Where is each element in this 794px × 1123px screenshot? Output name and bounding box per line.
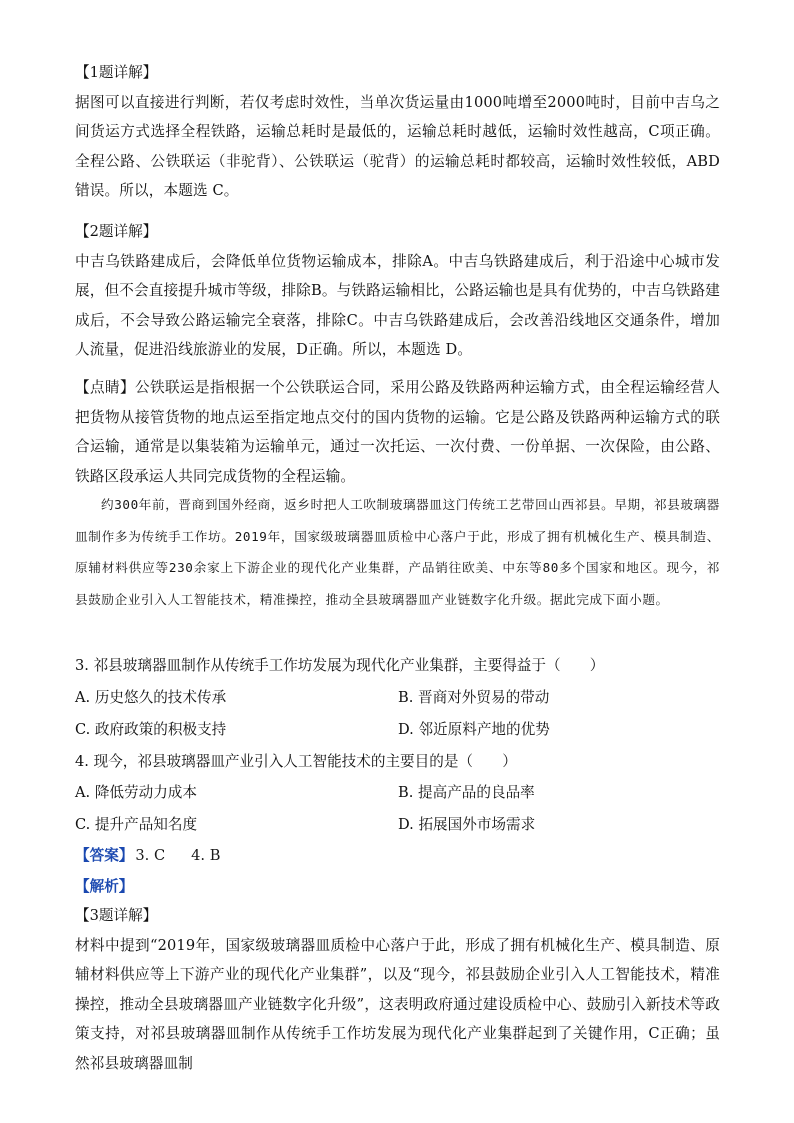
section-q2-explanation [75,217,720,365]
question-4-stem: 4. 现今，祁县玻璃器皿产业引入人工智能技术的主要目的是（ ） [75,753,517,770]
answer-q3: 3. C [135,847,166,864]
q2-heading: 【2题详解】 [75,223,158,240]
answer-tag: 【答案】 [75,847,134,864]
answer-line [75,844,220,865]
q4-option-b: B. 提高产品的良品率 [398,784,535,801]
analysis-tag: 【解析】 [75,878,134,895]
q3-option-a: A. 历史悠久的技术传承 [75,689,227,706]
answer-q4: 4. B [191,847,221,864]
q1-heading: 【1题详解】 [75,64,158,81]
section-q1-explanation [75,58,720,206]
q4-option-a: A. 降低劳动力成本 [75,784,197,801]
section-note [75,373,720,491]
section-q3-explanation [75,901,720,1078]
q3-body: 材料中提到“2019年，国家级玻璃器皿质检中心落户于此，形成了拥有机械化生产、模具制造、原辅材料供应等上下游产业的现代化产业集群”，以及“现今，祁县鼓励企业引入人工智能技术，精准操控，推动全县玻璃器皿产业链数字化升级”，这表明政府通过建设质检中心、鼓励引入新技术等政策支持，对祁县玻璃器皿制作从传统手工作坊发展为现代化产业集群起到了关键作用，C正确；虽然祁县玻璃器皿制 [75,936,720,1072]
question-3-stem: 3. 祁县玻璃器皿制作从传统手工作坊发展为现代化产业集群，主要得益于（ ） [75,657,605,674]
q3-heading: 【3题详解】 [75,907,158,924]
q4-option-c: C. 提升产品知名度 [75,816,198,833]
q2-body: 中吉乌铁路建成后，会降低单位货物运输成本，排除A。中吉乌铁路建成后，利于沿途中心城市发展，但不会直接提升城市等级，排除B。与铁路运输相比，公路运输也是具有优势的，中吉乌铁路建成后，不会导致公路运输完全衰落，排除C。中吉乌铁路建成后，会改善沿线地区交通条件，增加人流量，促进沿线旅游业的发展，D正确。所以，本题选 D。 [75,252,720,358]
q1-body: 据图可以直接进行判断，若仅考虑时效性，当单次货运量由1000吨增至2000吨时，目前中吉乌之间货运方式选择全程铁路，运输总耗时是最低的，运输总耗时越低，运输时效性越高，C项正确。全程公路、公铁联运（非驼背）、公铁联运（驼背）的运输总耗时都较高，运输时效性较低，ABD 错误。所以，本题选 C。 [75,93,720,199]
q3-option-c: C. 政府政策的积极支持 [75,721,227,738]
note-body: 【点睛】公铁联运是指根据一个公铁联运合同，采用公路及铁路两种运输方式，由全程运输经营人把货物从接管货物的地点运至指定地点交付的国内货物的运输。它是公路及铁路两种运输方式的联合运输，通常是以集装箱为运输单元，通过一次托运、一次付费、一份单据、一次保险，由公路、铁路区段承运人共同完成货物的全程运输。 [75,379,720,485]
reading-passage: 约300年前，晋商到国外经商，返乡时把人工吹制玻璃器皿这门传统工艺带回山西祁县。早期，祁县玻璃器皿制作多为传统手工作坊。2019年，国家级玻璃器皿质检中心落户于此，形成了拥有机械化生产、模具制造、原辅材料供应等230余家上下游企业的现代化产业集群，产品销往欧美、中东等80多个国家和地区。现今，祁县鼓励企业引入人工智能技术，精准操控，推动全县玻璃器皿产业链数字化升级。据此完成下面小题。 [75,497,720,607]
q4-option-d: D. 拓展国外市场需求 [398,816,536,833]
q3-option-b: B. 晋商对外贸易的带动 [398,689,550,706]
q3-option-d: D. 邻近原料产地的优势 [398,721,550,738]
